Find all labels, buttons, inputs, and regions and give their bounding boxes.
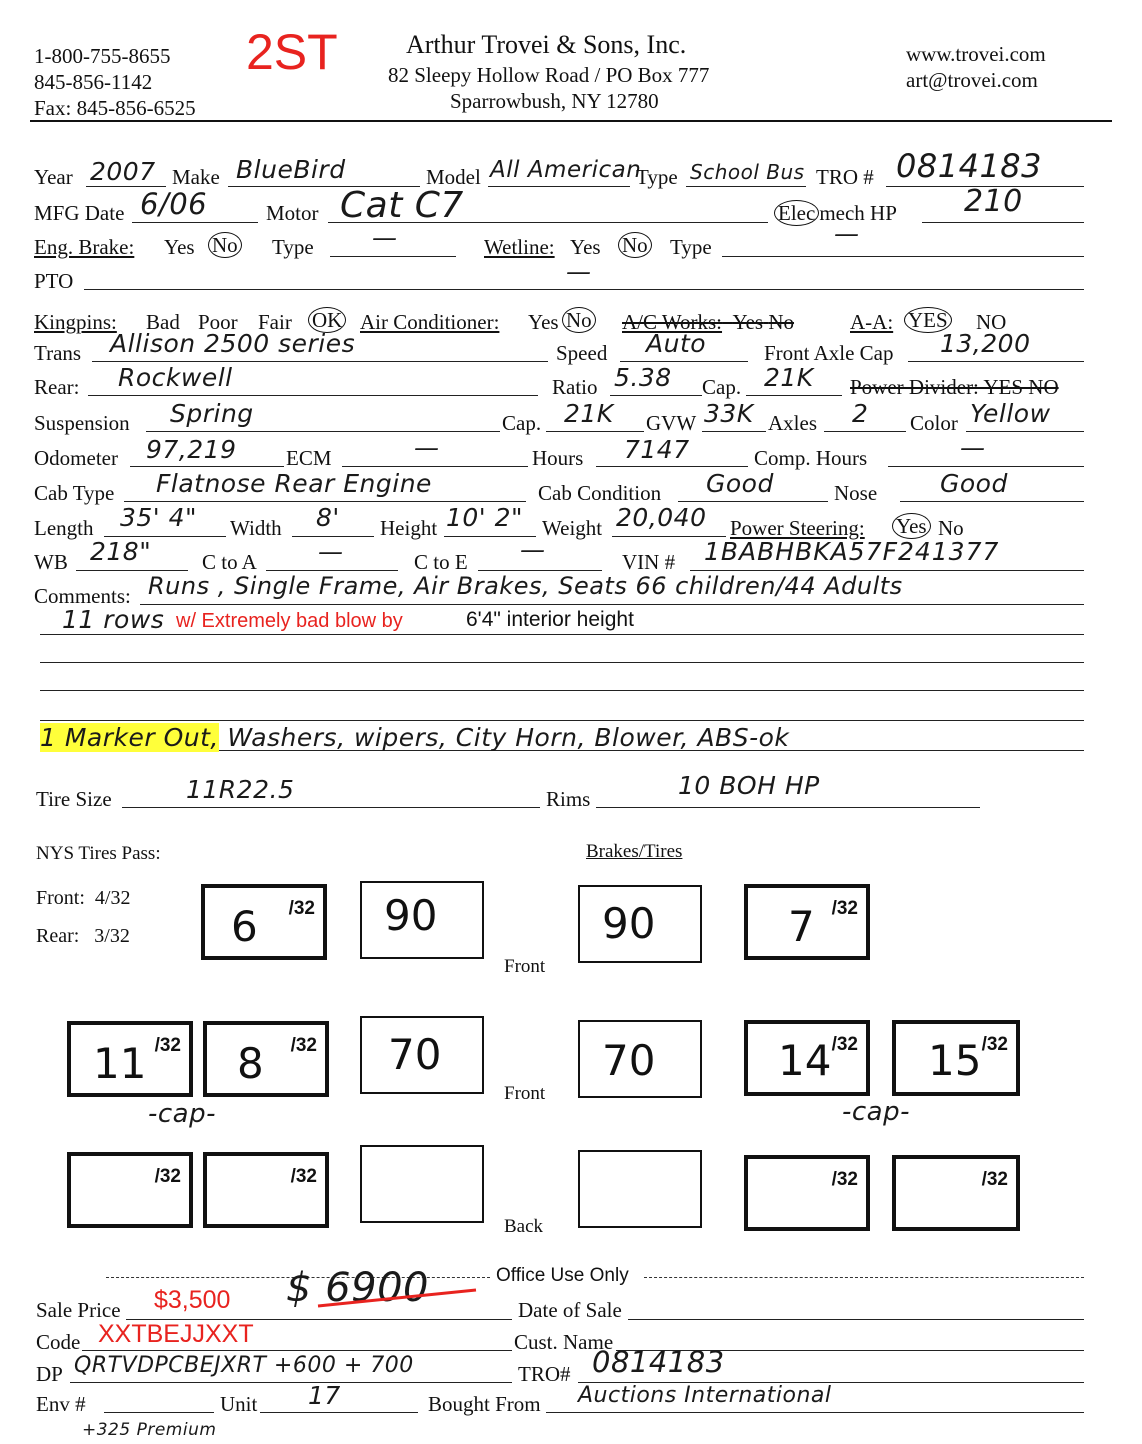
sale-price-strike-line (316, 1286, 478, 1312)
suspension-label: Suspension (34, 411, 130, 435)
axles-value: 2 (852, 399, 869, 428)
company-name: Arthur Trovei & Sons, Inc. (406, 30, 687, 59)
sale-price-old: $ 6900 (286, 1265, 429, 1311)
tro-label: TRO # (816, 165, 874, 189)
email: art@trovei.com (906, 68, 1038, 92)
width-value: 8' (316, 503, 340, 532)
date-of-sale-label: Date of Sale (518, 1298, 622, 1322)
color-label: Color (910, 411, 958, 435)
cust-name-label: Cust. Name (514, 1330, 614, 1354)
tire-box-rear-right-inner: /32 14 (744, 1020, 870, 1096)
kingpins-poor: Poor (198, 310, 238, 334)
hp-value: 210 (964, 184, 1023, 219)
eng-brake-label: Eng. Brake: (34, 235, 135, 259)
c-to-a-value: — (318, 537, 344, 566)
power-divider-struck: Power Divider: YES NO (850, 375, 1059, 399)
rear-cap-value: 21K (764, 363, 814, 392)
phone-2: 845-856-1142 (34, 70, 153, 94)
wetline-yes: Yes (570, 235, 601, 259)
odometer-value: 97,219 (146, 435, 237, 464)
suspension-value: Spring (170, 399, 254, 428)
comments-line-1: Runs , Single Frame, Air Brakes, Seats 66 children/44 Adults (148, 572, 903, 600)
color-value: Yellow (970, 399, 1051, 428)
env-label: Env # (36, 1392, 86, 1416)
tire-box-back-left-inner: /32 (203, 1152, 329, 1228)
power-steering-label: Power Steering: (730, 516, 865, 540)
office-divider-right (644, 1277, 1084, 1278)
front-spec: Front: 4/32 (36, 887, 131, 909)
fax: Fax: 845-856-6525 (34, 96, 196, 120)
tire-box-rear-right-outer: /32 15 (892, 1020, 1020, 1096)
brake-box-rear-right: 70 (578, 1020, 702, 1098)
wb-label: WB (34, 550, 68, 574)
cab-condition-label: Cab Condition (538, 481, 662, 505)
height-label: Height (380, 516, 438, 540)
comments-interior-height: 6'4" interior height (466, 608, 634, 631)
brake-box-back-right (578, 1150, 702, 1228)
cap-note-right: -cap- (842, 1097, 910, 1127)
header-divider (30, 120, 1112, 122)
length-value: 35' 4" (120, 503, 198, 532)
weight-value: 20,040 (616, 503, 707, 532)
nose-label: Nose (834, 481, 878, 505)
comp-hours-label: Comp. Hours (754, 446, 868, 470)
tro-value: 0814183 (896, 147, 1043, 185)
motor-value: Cat C7 (340, 185, 464, 226)
make-value: BlueBird (236, 155, 346, 184)
year-value: 2007 (90, 157, 156, 186)
axles-label: Axles (768, 411, 817, 435)
ac-yes: Yes (528, 310, 559, 334)
brake-box-front-left: 90 (360, 881, 484, 959)
rear-cap-label: Cap. (702, 375, 742, 399)
hp-label: Elec mech HP (774, 201, 897, 225)
wetline-type-value: — (834, 219, 860, 248)
cab-type-label: Cab Type (34, 481, 115, 505)
front-axle-cap-value: 13,200 (940, 329, 1031, 358)
model-label: Model (426, 165, 481, 189)
c-to-e-label: C to E (414, 550, 468, 574)
address-2: Sparrowbush, NY 12780 (450, 89, 659, 113)
phone-1: 1-800-755-8655 (34, 44, 171, 68)
trans-label: Trans (34, 341, 82, 365)
vin-label: VIN # (622, 550, 676, 574)
trans-value: Allison 2500 series (110, 329, 356, 358)
hours-label: Hours (532, 446, 584, 470)
aa-no: NO (976, 310, 1007, 334)
air-conditioner-label: Air Conditioner: (360, 310, 500, 334)
mfg-date-label: MFG Date (34, 201, 125, 225)
gvw-label: GVW (646, 411, 697, 435)
wetline-no-circled: No (618, 233, 652, 257)
eng-brake-type-value: — (372, 223, 398, 252)
highlighted-marker-out: 1 Marker Out, (40, 723, 219, 752)
tro2-value: 0814183 (592, 1345, 725, 1379)
tire-box-rear-left-inner: /32 8 (203, 1021, 329, 1097)
nys-tires-pass-label: NYS Tires Pass: (36, 843, 161, 864)
comments-line-marker: 1 Marker Out, Washers, wipers, City Horn, Blower, ABS-ok (40, 723, 790, 752)
brake-box-back-left (360, 1145, 484, 1223)
odometer-label: Odometer (34, 446, 118, 470)
eng-brake-yes: Yes (164, 235, 195, 259)
tire-box-back-right-inner: /32 (744, 1155, 870, 1231)
office-use-only-label: Office Use Only (496, 1265, 629, 1286)
tire-size-label: Tire Size (36, 787, 112, 811)
gvw-value: 33K (704, 399, 754, 428)
kingpins-label: Kingpins: (34, 310, 117, 334)
premium-note: +325 Premium (82, 1420, 217, 1440)
tire-size-value: 11R22.5 (186, 775, 295, 804)
red-code: 2ST (246, 24, 338, 80)
kingpins-fair: Fair (258, 310, 292, 334)
make-label: Make (172, 165, 220, 189)
kingpins-bad: Bad (146, 310, 180, 334)
c-to-e-value: — (520, 535, 546, 564)
c-to-a-label: C to A (202, 550, 257, 574)
ratio-label: Ratio (552, 375, 598, 399)
elec-circled: Elec (774, 200, 819, 226)
ecm-value: — (414, 433, 440, 462)
nose-value: Good (940, 469, 1008, 498)
tire-box-rear-left-outer: /32 11 (67, 1021, 193, 1097)
type-label: Type (636, 165, 678, 189)
dp-label: DP (36, 1362, 63, 1386)
front-label-2: Front (504, 1083, 546, 1104)
tire-box-back-left-outer: /32 (67, 1152, 193, 1228)
aa-label: A-A: (850, 310, 894, 334)
sale-price-red: $3,500 (154, 1286, 231, 1314)
eng-brake-type-label: Type (272, 235, 314, 259)
power-steering-no: No (938, 516, 964, 540)
website: www.trovei.com (906, 42, 1046, 66)
ecm-label: ECM (286, 446, 332, 470)
unit-label: Unit (220, 1392, 258, 1416)
address-1: 82 Sleepy Hollow Road / PO Box 777 (388, 63, 710, 87)
wetline-type-label: Type (670, 235, 712, 259)
width-label: Width (230, 516, 282, 540)
susp-cap-value: 21K (564, 399, 614, 428)
sale-price-label: Sale Price (36, 1298, 121, 1322)
brakes-tires-label: Brakes/Tires (586, 841, 683, 862)
wb-value: 218" (90, 537, 152, 566)
back-label: Back (504, 1216, 544, 1237)
hours-value: 7147 (624, 435, 690, 464)
cap-note-left: -cap- (148, 1099, 216, 1129)
ratio-value: 5.38 (614, 363, 672, 392)
rims-label: Rims (546, 787, 591, 811)
tire-box-front-left: /32 6 (201, 884, 327, 960)
cab-type-value: Flatnose Rear Engine (156, 469, 432, 498)
ac-works-struck: A/C Works: Yes No (622, 310, 795, 334)
susp-cap-label: Cap. (502, 411, 542, 435)
brake-box-front-right: 90 (578, 885, 702, 963)
ac-no-circled: No (562, 308, 596, 332)
comments-label: Comments: (34, 584, 131, 608)
comments-red-note: w/ Extremely bad blow by (176, 610, 403, 632)
front-axle-cap-label: Front Axle Cap (764, 341, 894, 365)
cab-condition-value: Good (706, 469, 774, 498)
vin-value: 1BABHBKA57F241377 (704, 537, 1000, 566)
rear-spec: Rear: 3/32 (36, 925, 130, 947)
code-label: Code (36, 1330, 81, 1354)
motor-label: Motor (266, 201, 319, 225)
year-label: Year (34, 165, 73, 189)
dp-value: QRTVDPCBEJXRT +600 + 700 (74, 1353, 414, 1378)
rear-label: Rear: (34, 375, 80, 399)
comments-rows: 11 rows (62, 605, 165, 634)
tire-box-front-right: /32 7 (744, 884, 870, 960)
height-value: 10' 2" (446, 503, 524, 532)
rear-value: Rockwell (118, 363, 233, 392)
comp-hours-value: — (960, 433, 986, 462)
aa-yes-circled: YES (904, 308, 952, 332)
model-value: All American (490, 157, 642, 183)
mfg-date-value: 6/06 (140, 187, 208, 221)
speed-label: Speed (556, 341, 608, 365)
bought-from-label: Bought From (428, 1392, 541, 1416)
weight-label: Weight (542, 516, 603, 540)
rims-value: 10 BOH HP (678, 771, 820, 800)
type-value: School Bus (690, 160, 805, 184)
front-label-1: Front (504, 956, 546, 977)
kingpins-ok-circled: OK (308, 308, 346, 332)
unit-value: 17 (308, 1381, 341, 1410)
eng-brake-no-circled: No (208, 233, 242, 257)
code-value: XXTBEJJXXT (98, 1320, 254, 1348)
tire-box-back-right-outer: /32 (892, 1155, 1020, 1231)
power-steering-yes-circled: Yes (892, 514, 931, 538)
bought-from-value: Auctions International (578, 1383, 832, 1408)
brake-box-rear-left: 70 (360, 1016, 484, 1094)
speed-value: Auto (646, 329, 707, 358)
length-label: Length (34, 516, 94, 540)
wetline-label: Wetline: (484, 235, 555, 259)
tro2-label: TRO# (518, 1362, 571, 1386)
pto-value: — (566, 257, 592, 286)
pto-label: PTO (34, 269, 74, 293)
